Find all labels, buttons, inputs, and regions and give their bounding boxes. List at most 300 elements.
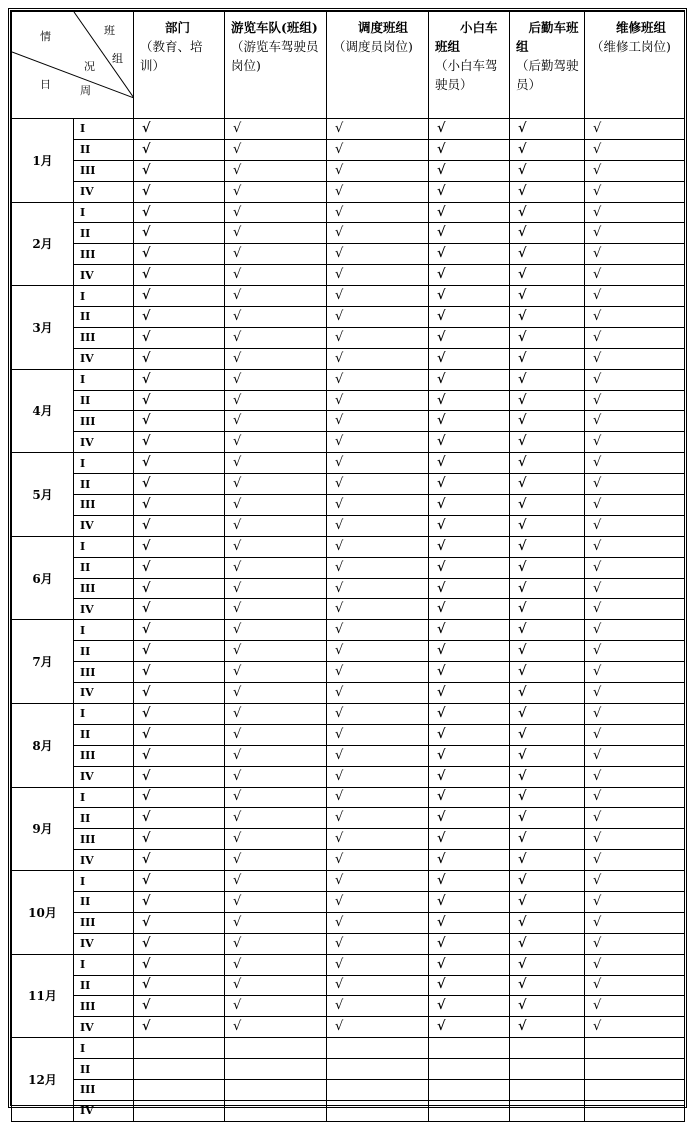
- check-cell: √: [225, 599, 327, 620]
- column-header-tour-bus: 游览车队(班组) （游览车驾驶员岗位): [225, 12, 327, 119]
- check-cell: √: [134, 348, 225, 369]
- week-label: III: [74, 996, 134, 1017]
- check-cell: √: [225, 495, 327, 516]
- check-cell: √: [585, 787, 685, 808]
- check-cell: √: [327, 724, 429, 745]
- check-cell: √: [510, 181, 585, 202]
- check-cell: √: [225, 787, 327, 808]
- week-label: IV: [74, 1100, 134, 1121]
- check-cell: √: [510, 515, 585, 536]
- table-row: [12, 871, 685, 892]
- check-cell: √: [585, 933, 685, 954]
- week-label: I: [74, 954, 134, 975]
- check-cell: √: [585, 515, 685, 536]
- check-cell: √: [510, 369, 585, 390]
- check-cell: √: [225, 724, 327, 745]
- check-cell: √: [510, 662, 585, 683]
- check-cell: √: [510, 975, 585, 996]
- check-cell: √: [429, 265, 510, 286]
- check-cell: √: [429, 181, 510, 202]
- week-label: III: [74, 745, 134, 766]
- check-cell: √: [510, 745, 585, 766]
- check-cell: √: [134, 327, 225, 348]
- check-cell: √: [225, 996, 327, 1017]
- check-cell: √: [327, 307, 429, 328]
- check-cell: √: [429, 536, 510, 557]
- week-label: III: [74, 662, 134, 683]
- check-cell: √: [429, 662, 510, 683]
- check-cell: √: [225, 850, 327, 871]
- check-cell: √: [225, 912, 327, 933]
- check-cell: √: [510, 766, 585, 787]
- check-cell: √: [510, 223, 585, 244]
- table-row: [12, 808, 685, 829]
- check-cell: √: [429, 390, 510, 411]
- check-cell: √: [585, 160, 685, 181]
- check-cell: √: [510, 808, 585, 829]
- check-cell: √: [585, 536, 685, 557]
- check-cell: √: [510, 348, 585, 369]
- check-cell: √: [510, 432, 585, 453]
- check-cell: √: [429, 578, 510, 599]
- table-row: [12, 286, 685, 307]
- check-cell: √: [429, 891, 510, 912]
- check-cell: √: [429, 348, 510, 369]
- check-cell: √: [327, 787, 429, 808]
- check-cell: √: [225, 515, 327, 536]
- column-header-dispatch: 调度班组 （调度员岗位): [327, 12, 429, 119]
- check-cell: √: [225, 181, 327, 202]
- check-cell: √: [429, 599, 510, 620]
- week-label: I: [74, 369, 134, 390]
- week-label: IV: [74, 348, 134, 369]
- check-cell: √: [327, 578, 429, 599]
- check-cell: √: [327, 286, 429, 307]
- table-row: [12, 390, 685, 411]
- check-cell: √: [327, 390, 429, 411]
- check-cell: √: [327, 223, 429, 244]
- check-cell: √: [585, 996, 685, 1017]
- check-cell: √: [429, 871, 510, 892]
- table-row: [12, 495, 685, 516]
- check-cell: √: [585, 369, 685, 390]
- check-cell: √: [585, 119, 685, 140]
- week-label: IV: [74, 683, 134, 704]
- check-cell: √: [225, 119, 327, 140]
- month-label: 10月: [12, 871, 74, 955]
- check-cell: √: [585, 703, 685, 724]
- check-cell: √: [327, 244, 429, 265]
- check-cell: √: [510, 139, 585, 160]
- check-cell: √: [429, 244, 510, 265]
- table-row: [12, 244, 685, 265]
- column-header-maintenance: 维修班组 （维修工岗位): [585, 12, 685, 119]
- check-cell: √: [225, 620, 327, 641]
- check-cell: √: [225, 432, 327, 453]
- table-row: [12, 223, 685, 244]
- check-cell: [134, 1079, 225, 1100]
- check-cell: √: [225, 808, 327, 829]
- check-cell: √: [429, 620, 510, 641]
- check-cell: √: [429, 850, 510, 871]
- week-label: III: [74, 578, 134, 599]
- table-row: [12, 119, 685, 140]
- table-row: [12, 160, 685, 181]
- table-row: [12, 327, 685, 348]
- check-cell: √: [327, 348, 429, 369]
- check-cell: √: [134, 975, 225, 996]
- week-label: IV: [74, 515, 134, 536]
- month-label: 1月: [12, 119, 74, 203]
- week-label: I: [74, 871, 134, 892]
- check-cell: √: [327, 119, 429, 140]
- check-cell: [225, 1038, 327, 1059]
- check-cell: √: [429, 766, 510, 787]
- check-cell: √: [225, 662, 327, 683]
- table-row: [12, 432, 685, 453]
- check-cell: √: [429, 745, 510, 766]
- week-label: II: [74, 307, 134, 328]
- check-cell: √: [510, 1017, 585, 1038]
- check-cell: √: [429, 160, 510, 181]
- week-label: II: [74, 390, 134, 411]
- check-cell: √: [510, 536, 585, 557]
- check-cell: √: [327, 536, 429, 557]
- table-row: [12, 411, 685, 432]
- check-cell: √: [510, 996, 585, 1017]
- month-label: 2月: [12, 202, 74, 286]
- table-row: [12, 954, 685, 975]
- table-row: [12, 891, 685, 912]
- check-cell: √: [429, 912, 510, 933]
- table-row: [12, 369, 685, 390]
- table-row: [12, 557, 685, 578]
- check-cell: [327, 1079, 429, 1100]
- check-cell: √: [327, 620, 429, 641]
- week-label: IV: [74, 599, 134, 620]
- month-label: 11月: [12, 954, 74, 1038]
- check-cell: [429, 1079, 510, 1100]
- check-cell: √: [134, 745, 225, 766]
- week-label: II: [74, 474, 134, 495]
- check-cell: √: [134, 891, 225, 912]
- check-cell: √: [134, 724, 225, 745]
- month-label: 5月: [12, 453, 74, 537]
- check-cell: √: [225, 390, 327, 411]
- table-row: [12, 139, 685, 160]
- check-cell: √: [585, 286, 685, 307]
- check-cell: √: [585, 1017, 685, 1038]
- check-cell: √: [585, 390, 685, 411]
- week-label: I: [74, 536, 134, 557]
- check-cell: [585, 1079, 685, 1100]
- table-row: [12, 1079, 685, 1100]
- check-cell: √: [134, 683, 225, 704]
- table-row: [12, 1038, 685, 1059]
- check-cell: [429, 1038, 510, 1059]
- check-cell: √: [585, 578, 685, 599]
- week-label: I: [74, 202, 134, 223]
- header-row: [12, 12, 685, 119]
- check-cell: √: [327, 891, 429, 912]
- week-label: I: [74, 286, 134, 307]
- check-cell: √: [429, 787, 510, 808]
- check-cell: [225, 1059, 327, 1080]
- table-row: [12, 474, 685, 495]
- check-cell: [585, 1059, 685, 1080]
- column-header-department: 部门 （教育、培训）: [134, 12, 225, 119]
- check-cell: [225, 1100, 327, 1121]
- check-cell: √: [429, 474, 510, 495]
- check-cell: √: [134, 202, 225, 223]
- check-cell: √: [327, 954, 429, 975]
- check-cell: √: [429, 327, 510, 348]
- check-cell: √: [510, 787, 585, 808]
- check-cell: √: [134, 307, 225, 328]
- table-row: [12, 1100, 685, 1121]
- check-cell: √: [134, 662, 225, 683]
- check-cell: √: [327, 703, 429, 724]
- check-cell: √: [134, 578, 225, 599]
- check-cell: √: [429, 223, 510, 244]
- check-cell: √: [429, 495, 510, 516]
- check-cell: √: [327, 662, 429, 683]
- check-cell: √: [327, 202, 429, 223]
- check-cell: √: [225, 1017, 327, 1038]
- table-row: [12, 975, 685, 996]
- check-cell: √: [585, 599, 685, 620]
- check-cell: √: [327, 745, 429, 766]
- check-cell: √: [429, 1017, 510, 1038]
- check-cell: √: [225, 829, 327, 850]
- check-cell: √: [429, 933, 510, 954]
- check-cell: √: [429, 975, 510, 996]
- check-cell: √: [225, 641, 327, 662]
- table-row: [12, 202, 685, 223]
- check-cell: √: [134, 912, 225, 933]
- table-row: [12, 599, 685, 620]
- table-row: [12, 641, 685, 662]
- table-row: [12, 933, 685, 954]
- check-cell: √: [134, 766, 225, 787]
- week-label: II: [74, 557, 134, 578]
- check-cell: √: [225, 307, 327, 328]
- corner-label-week: 周: [80, 84, 91, 97]
- check-cell: √: [225, 578, 327, 599]
- week-label: I: [74, 703, 134, 724]
- table-row: [12, 829, 685, 850]
- check-cell: √: [225, 411, 327, 432]
- check-cell: √: [585, 557, 685, 578]
- table-row: [12, 181, 685, 202]
- check-cell: √: [585, 724, 685, 745]
- check-cell: √: [327, 933, 429, 954]
- table-row: [12, 536, 685, 557]
- check-cell: √: [585, 745, 685, 766]
- week-label: II: [74, 724, 134, 745]
- check-cell: √: [327, 641, 429, 662]
- week-label: III: [74, 411, 134, 432]
- check-cell: √: [327, 453, 429, 474]
- check-cell: √: [510, 495, 585, 516]
- check-cell: √: [327, 975, 429, 996]
- check-cell: √: [585, 662, 685, 683]
- check-cell: √: [225, 223, 327, 244]
- check-cell: √: [429, 683, 510, 704]
- month-label: 3月: [12, 286, 74, 370]
- check-cell: √: [327, 474, 429, 495]
- check-cell: √: [585, 265, 685, 286]
- check-cell: √: [134, 369, 225, 390]
- check-cell: √: [134, 432, 225, 453]
- check-cell: √: [510, 641, 585, 662]
- check-cell: √: [225, 348, 327, 369]
- check-cell: [585, 1038, 685, 1059]
- check-cell: √: [585, 829, 685, 850]
- week-label: IV: [74, 1017, 134, 1038]
- table-row: [12, 996, 685, 1017]
- check-cell: √: [225, 139, 327, 160]
- table-row: [12, 1059, 685, 1080]
- check-cell: √: [134, 996, 225, 1017]
- check-cell: √: [510, 286, 585, 307]
- check-cell: √: [225, 703, 327, 724]
- week-label: II: [74, 223, 134, 244]
- check-cell: √: [327, 265, 429, 286]
- check-cell: √: [327, 432, 429, 453]
- check-cell: √: [327, 808, 429, 829]
- check-cell: √: [429, 808, 510, 829]
- check-cell: √: [585, 808, 685, 829]
- table-row: [12, 307, 685, 328]
- check-cell: √: [134, 954, 225, 975]
- check-cell: √: [510, 724, 585, 745]
- month-label: 12月: [12, 1038, 74, 1122]
- check-cell: √: [429, 515, 510, 536]
- check-cell: √: [134, 286, 225, 307]
- check-cell: √: [585, 474, 685, 495]
- check-cell: √: [585, 181, 685, 202]
- check-cell: √: [585, 912, 685, 933]
- check-cell: √: [225, 327, 327, 348]
- week-label: IV: [74, 933, 134, 954]
- check-cell: √: [134, 557, 225, 578]
- check-cell: √: [510, 411, 585, 432]
- check-cell: √: [510, 871, 585, 892]
- check-cell: √: [134, 244, 225, 265]
- check-cell: √: [429, 139, 510, 160]
- check-cell: √: [510, 599, 585, 620]
- check-cell: √: [327, 181, 429, 202]
- check-cell: √: [225, 453, 327, 474]
- week-label: II: [74, 1059, 134, 1080]
- check-cell: √: [134, 536, 225, 557]
- schedule-sheet: [8, 8, 687, 1118]
- table-row: [12, 703, 685, 724]
- check-cell: √: [585, 850, 685, 871]
- check-cell: √: [585, 202, 685, 223]
- check-cell: √: [585, 411, 685, 432]
- check-cell: √: [225, 474, 327, 495]
- week-label: II: [74, 641, 134, 662]
- check-cell: √: [134, 703, 225, 724]
- check-cell: √: [510, 244, 585, 265]
- check-cell: √: [225, 975, 327, 996]
- check-cell: √: [429, 453, 510, 474]
- check-cell: √: [134, 515, 225, 536]
- check-cell: [134, 1100, 225, 1121]
- check-cell: √: [134, 181, 225, 202]
- check-cell: √: [585, 348, 685, 369]
- week-label: III: [74, 327, 134, 348]
- week-label: I: [74, 453, 134, 474]
- table-row: [12, 787, 685, 808]
- check-cell: [510, 1100, 585, 1121]
- check-cell: [327, 1038, 429, 1059]
- check-cell: [510, 1059, 585, 1080]
- check-cell: √: [134, 139, 225, 160]
- check-cell: √: [585, 954, 685, 975]
- check-cell: √: [585, 432, 685, 453]
- check-cell: √: [134, 453, 225, 474]
- check-cell: √: [510, 850, 585, 871]
- week-label: IV: [74, 766, 134, 787]
- check-cell: √: [225, 766, 327, 787]
- check-cell: √: [327, 495, 429, 516]
- check-cell: √: [225, 557, 327, 578]
- check-cell: √: [134, 599, 225, 620]
- table-row: [12, 766, 685, 787]
- week-label: III: [74, 1079, 134, 1100]
- check-cell: √: [327, 1017, 429, 1038]
- check-cell: √: [429, 286, 510, 307]
- check-cell: √: [429, 411, 510, 432]
- week-label: I: [74, 620, 134, 641]
- check-cell: √: [585, 223, 685, 244]
- week-label: III: [74, 912, 134, 933]
- table-row: [12, 348, 685, 369]
- corner-label-day: 日: [40, 78, 51, 91]
- check-cell: √: [327, 829, 429, 850]
- week-label: I: [74, 1038, 134, 1059]
- check-cell: √: [429, 996, 510, 1017]
- check-cell: √: [327, 996, 429, 1017]
- check-cell: √: [429, 703, 510, 724]
- check-cell: √: [510, 620, 585, 641]
- week-label: II: [74, 891, 134, 912]
- table-row: [12, 724, 685, 745]
- check-cell: √: [134, 933, 225, 954]
- check-cell: √: [429, 724, 510, 745]
- month-label: 6月: [12, 536, 74, 620]
- check-cell: √: [327, 139, 429, 160]
- check-cell: √: [429, 119, 510, 140]
- check-cell: √: [585, 495, 685, 516]
- check-cell: √: [585, 139, 685, 160]
- training-schedule-table: [11, 11, 685, 1122]
- check-cell: √: [510, 933, 585, 954]
- check-cell: √: [510, 453, 585, 474]
- check-cell: √: [510, 119, 585, 140]
- check-cell: √: [134, 871, 225, 892]
- check-cell: √: [327, 912, 429, 933]
- week-label: II: [74, 139, 134, 160]
- check-cell: √: [585, 453, 685, 474]
- check-cell: √: [327, 683, 429, 704]
- check-cell: √: [510, 202, 585, 223]
- week-label: III: [74, 244, 134, 265]
- check-cell: √: [327, 411, 429, 432]
